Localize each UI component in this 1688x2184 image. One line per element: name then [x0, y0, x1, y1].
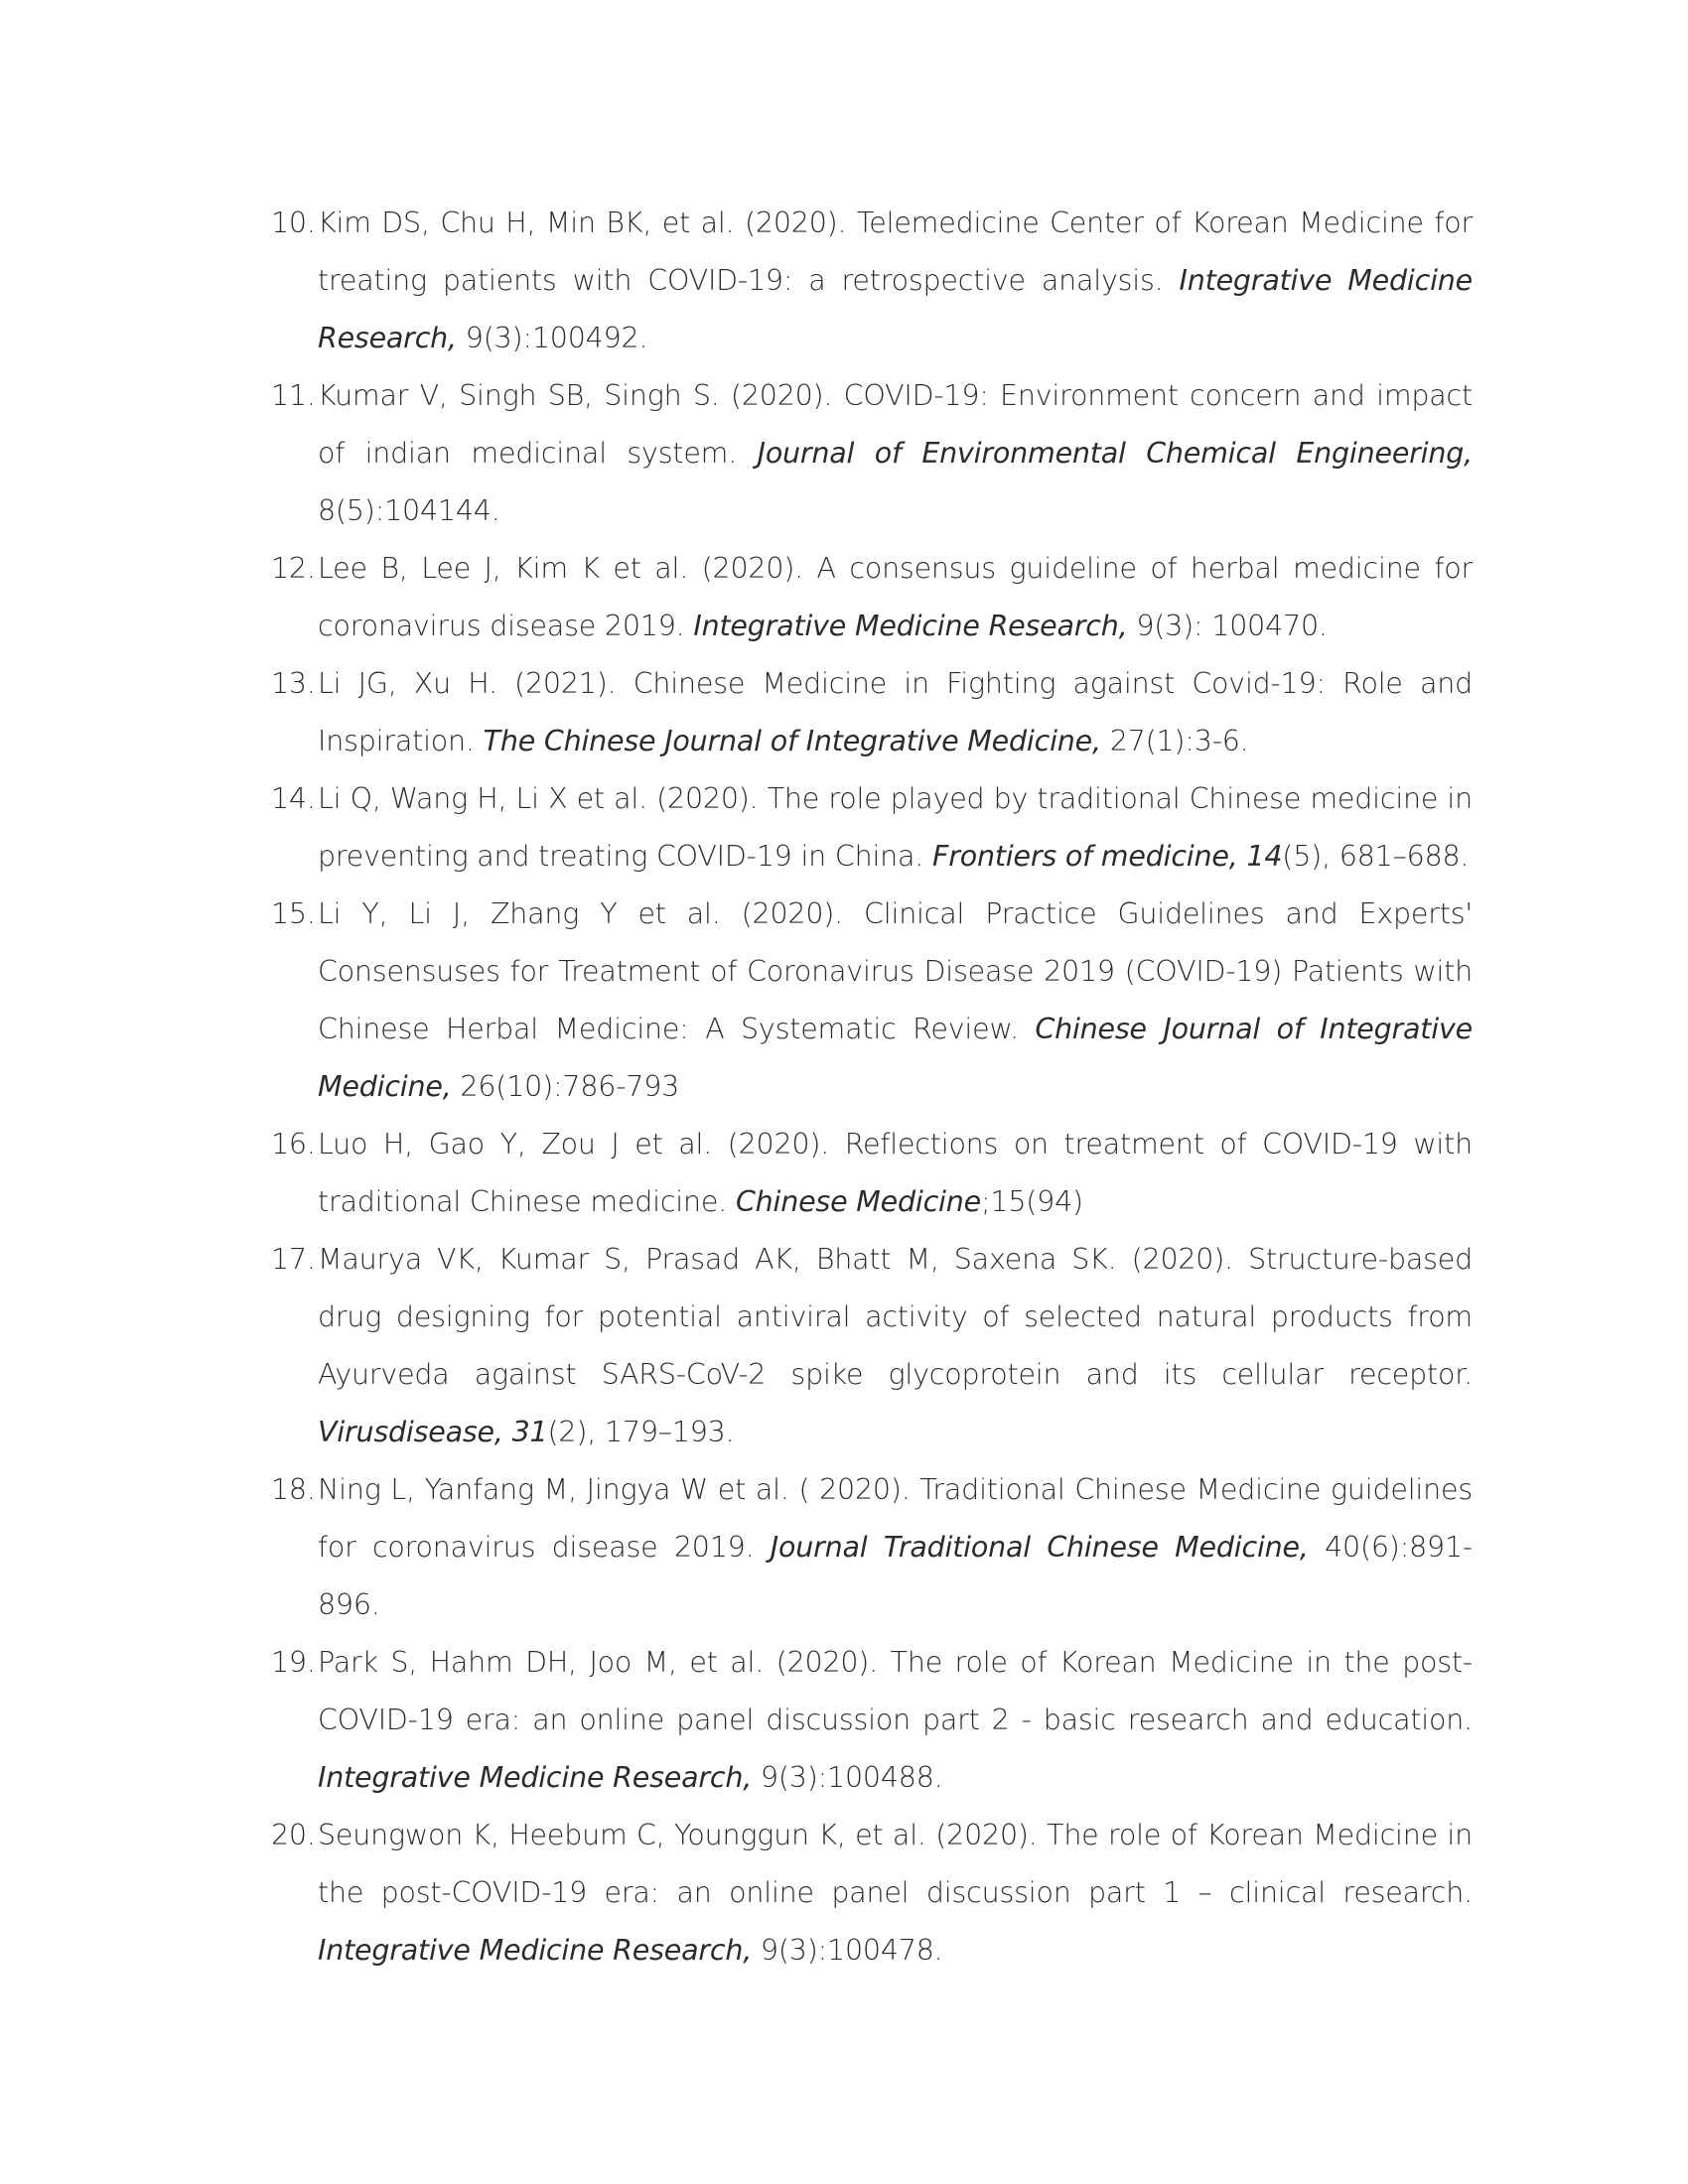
reference-item-19 — [271, 1634, 1473, 1807]
reference-number: 13. — [271, 667, 316, 700]
reference-citation: Kim DS, Chu H, Min BK, et al. (2020). Telemedicine Center of Korean Medicine for treating patients with COVID-19: a retrospective analysis. — [318, 206, 1473, 297]
reference-journal: The Chinese Journal of Integrative Medicine, — [483, 725, 1101, 757]
reference-text — [318, 1807, 1473, 1979]
reference-list — [271, 195, 1473, 1979]
reference-text — [318, 1634, 1473, 1807]
reference-citation: Maurya VK, Kumar S, Prasad AK, Bhatt M, Saxena SK. (2020). Structure-based drug designing for potential antiviral activity of selected natural products from Ayurveda against SARS-CoV-2 spike glycoprotein and its cellular receptor. — [318, 1243, 1473, 1391]
reference-citation: Kumar V, Singh SB, Singh S. (2020). COVID-19: Environment concern and impact of indian medicinal system. — [318, 379, 1473, 470]
reference-item-16 — [271, 1116, 1473, 1231]
reference-number: 10. — [271, 206, 316, 239]
reference-volume: 40(6):891-896. — [318, 1531, 1474, 1621]
reference-journal: Integrative Medicine Research, — [318, 264, 1473, 354]
reference-item-11 — [271, 367, 1473, 540]
reference-citation: Luo H, Gao Y, Zou J et al. (2020). Reflections on treatment of COVID-19 with traditional Chinese medicine. — [318, 1128, 1473, 1218]
reference-journal: Integrative Medicine Research, — [318, 1934, 753, 1967]
reference-text — [318, 1461, 1473, 1634]
reference-volume: 9(3):100488. — [752, 1761, 943, 1794]
reference-item-12 — [271, 540, 1473, 655]
reference-journal: Chinese Medicine — [735, 1185, 981, 1218]
reference-journal: Chinese Journal of Integrative Medicine, — [318, 1013, 1473, 1103]
reference-item-20 — [271, 1807, 1473, 1979]
reference-journal: Frontiers of medicine, 14 — [932, 840, 1283, 873]
reference-citation: Li Q, Wang H, Li X et al. (2020). The role played by traditional Chinese medicine in preventing and treating COVID-19 in China. — [318, 782, 1473, 873]
reference-volume: 9(3): 100470. — [1127, 610, 1328, 642]
reference-citation: Park S, Hahm DH, Joo M, et al. (2020). The role of Korean Medicine in the post-COVID-19 era: an online panel discussion part 2 - basic research and education. — [318, 1646, 1473, 1736]
reference-number: 16. — [271, 1128, 316, 1160]
reference-citation: Lee B, Lee J, Kim K et al. (2020). A consensus guideline of herbal medicine for coronavirus disease 2019. — [318, 552, 1473, 642]
reference-journal: Integrative Medicine Research, — [693, 610, 1128, 642]
reference-number: 20. — [271, 1819, 316, 1851]
reference-volume: 27(1):3-6. — [1100, 725, 1249, 757]
reference-number: 17. — [271, 1243, 316, 1276]
reference-text — [318, 655, 1473, 770]
reference-text — [318, 1231, 1473, 1461]
reference-item-10 — [271, 195, 1473, 367]
reference-item-18 — [271, 1461, 1473, 1634]
reference-text — [318, 540, 1473, 655]
reference-journal: Journal Traditional Chinese Medicine, — [770, 1531, 1309, 1564]
reference-journal: Integrative Medicine Research, — [318, 1761, 753, 1794]
reference-item-17 — [271, 1231, 1473, 1461]
reference-citation: Seungwon K, Heebum C, Younggun K, et al. (2020). The role of Korean Medicine in the post-COVID-19 era: an online panel discussion part 1 – clinical research. — [318, 1819, 1473, 1909]
reference-number: 19. — [271, 1646, 316, 1679]
reference-number: 18. — [271, 1473, 316, 1506]
reference-number: 15. — [271, 897, 316, 930]
reference-journal: Virusdisease, 31 — [318, 1416, 548, 1448]
reference-text — [318, 367, 1473, 540]
reference-text — [318, 770, 1473, 886]
reference-text — [318, 195, 1473, 367]
reference-volume: 26(10):786-793 — [451, 1070, 680, 1103]
reference-number: 12. — [271, 552, 316, 585]
reference-item-14 — [271, 770, 1473, 886]
reference-citation: Ning L, Yanfang M, Jingya W et al. ( 2020). Traditional Chinese Medicine guidelines for coronavirus disease 2019. — [318, 1473, 1473, 1564]
reference-citation: Li JG, Xu H. (2021). Chinese Medicine in Fighting against Covid-19: Role and Inspiration. — [318, 667, 1473, 757]
reference-volume: (5), 681–688. — [1282, 840, 1470, 873]
reference-item-15 — [271, 886, 1473, 1116]
reference-volume: (2), 179–193. — [547, 1416, 735, 1448]
reference-volume: ;15(94) — [980, 1185, 1083, 1218]
reference-text — [318, 1116, 1473, 1231]
reference-number: 11. — [271, 379, 316, 412]
reference-journal: Journal of Environmental Chemical Engineering, — [757, 437, 1474, 470]
reference-volume: 9(3):100478. — [752, 1934, 943, 1967]
reference-volume: 9(3):100492. — [456, 322, 648, 354]
reference-volume: 8(5):104144. — [318, 494, 500, 527]
reference-text — [318, 886, 1473, 1116]
reference-item-13 — [271, 655, 1473, 770]
reference-citation: Li Y, Li J, Zhang Y et al. (2020). Clinical Practice Guidelines and Experts' Consensuses for Treatment of Coronavirus Disease 2019 (COVID-19) Patients with Chinese Herbal Medicine: A Systematic Review. — [318, 897, 1473, 1045]
reference-number: 14. — [271, 782, 316, 815]
